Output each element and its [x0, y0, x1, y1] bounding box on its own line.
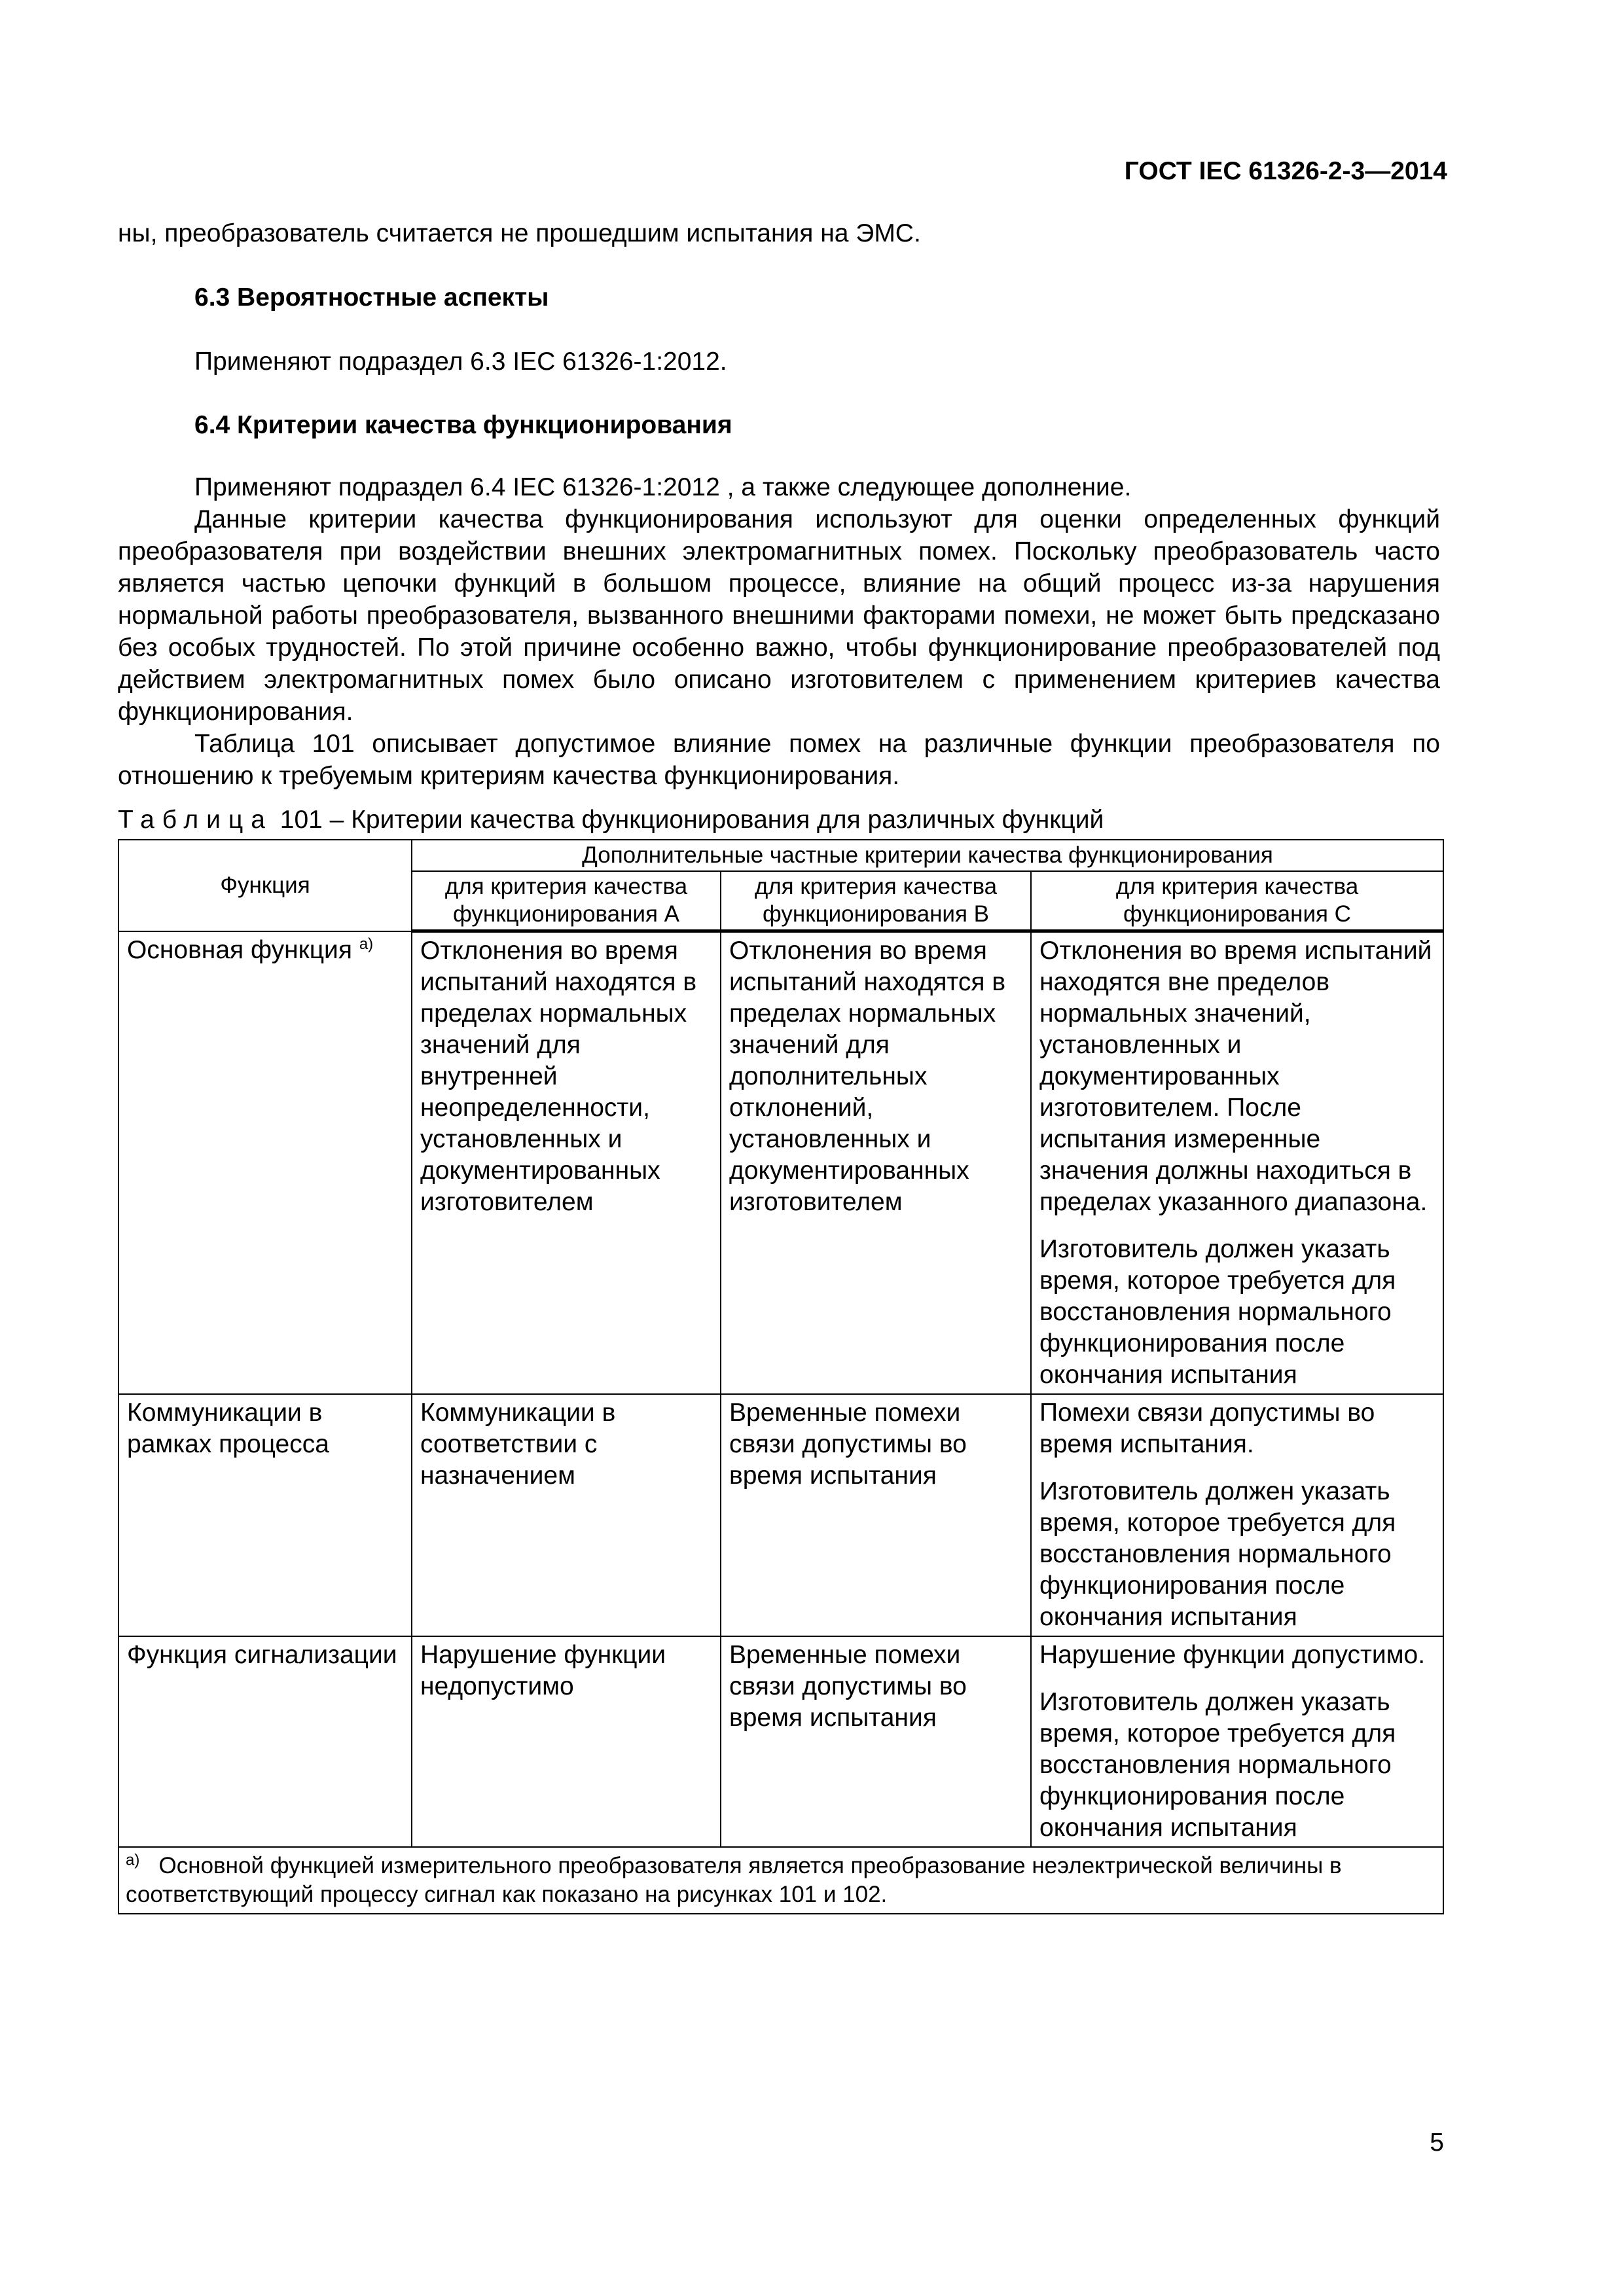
section-6-4-title: 6.4 Критерии качества функционирования: [194, 411, 732, 439]
cell-criterion-a: Отклонения во время испытаний находятся в пределах нормальных значений для внутренней неопределенности, установленных и документированных изготовителем: [412, 931, 721, 1395]
cell-criterion-a: Коммуникации в соответствии с назначением: [412, 1394, 721, 1636]
section-6-4-paragraph-3: Таблица 101 описывает допустимое влияние помех на различные функции преобразователя по отношению к требуемым критериям качества функционирования.: [118, 730, 1440, 790]
cell-criterion-c: [1031, 931, 1443, 1395]
criteria-table: [118, 839, 1444, 1914]
cell-function: Функция сигнализации: [118, 1636, 412, 1847]
cell-criterion-b: Отклонения во время испытаний находятся в пределах нормальных значений для дополнительных отклонений, установленных и документированных изготовителем: [721, 931, 1031, 1395]
footnote-ref: а): [359, 935, 374, 953]
table-row: [118, 1394, 1443, 1636]
header-criterion-a: для критерия качества функционирования А: [412, 871, 721, 931]
cell-criterion-c: [1031, 1394, 1443, 1636]
table-footnote-row: [118, 1847, 1443, 1914]
section-6-3-title: 6.3 Вероятностные аспекты: [194, 283, 549, 312]
table-row: [118, 1636, 1443, 1847]
criterion-c-note: Изготовитель должен указать время, которое требуется для восстановления нормального функционирования после окончания испытания: [1039, 1235, 1396, 1389]
table-header-row: [118, 840, 1443, 871]
section-6-4-paragraph-1: Применяют подраздел 6.4 IEC 61326-1:2012 , а также следующее дополнение.: [194, 473, 1132, 501]
table-caption: [118, 804, 1104, 836]
cell-criterion-b: Временные помехи связи допустимы во время испытания: [721, 1636, 1031, 1847]
cell-criterion-b: Временные помехи связи допустимы во время испытания: [721, 1394, 1031, 1636]
header-criterion-b: для критерия качества функционирования В: [721, 871, 1031, 931]
table-caption-title: 101 – Критерии качества функционирования для различных функций: [272, 806, 1104, 834]
criterion-c-note: Изготовитель должен указать время, которое требуется для восстановления нормального функционирования после окончания испытания: [1039, 1477, 1396, 1631]
table-row: [118, 931, 1443, 1395]
page-number: 5: [1430, 2128, 1444, 2157]
table-caption-prefix: Таблица: [118, 806, 273, 834]
cell-function: [118, 931, 412, 1395]
continuation-paragraph: ны, преобразователь считается не прошедшим испытания на ЭМС.: [118, 219, 921, 247]
function-name: Основная функция: [127, 935, 352, 964]
section-6-4-paragraph-2: Данные критерии качества функционирования используют для оценки определенных функций преобразователя при воздействии внешних электромагнитных помех. Поскольку преобразователь часто является частью цепочки функций в большом процессе, влияние на общий процесс из-за нарушения нормальной работы преобразователя, вызванного внешними факторами помехи, не может быть предсказано без особых трудностей. По этой причине особенно важно, чтобы функционирование преобразователей под действием электромагнитных помех было описано изготовителем с применением критериев качества функционирования.: [118, 505, 1440, 726]
header-criteria-group: Дополнительные частные критерии качества функционирования: [412, 840, 1443, 871]
section-6-3-text: Применяют подраздел 6.3 IEC 61326-1:2012.: [194, 348, 727, 376]
section-6-4-body: [118, 471, 1440, 792]
criterion-c-text: Отклонения во время испытаний находятся вне пределов нормальных значений, установленных и документированных изготовителем. После испытания измеренные значения должны находиться в пределах указанного диапазона.: [1039, 937, 1432, 1216]
cell-criterion-a: Нарушение функции недопустимо: [412, 1636, 721, 1847]
header-function: Функция: [118, 840, 412, 931]
document-header: ГОСТ IEC 61326-2-3—2014: [1124, 157, 1447, 185]
cell-function: Коммуникации в рамках процесса: [118, 1394, 412, 1636]
footnote-text: Основной функцией измерительного преобразователя является преобразование неэлектрической величины в соответствующий процессу сигнал как показано на рисунках 101 и 102.: [126, 1853, 1342, 1907]
criterion-c-text: Нарушение функции допустимо.: [1039, 1641, 1426, 1669]
criterion-c-text: Помехи связи допустимы во время испытания.: [1039, 1399, 1375, 1458]
header-criterion-c: для критерия качества функционирования С: [1031, 871, 1443, 931]
cell-criterion-c: [1031, 1636, 1443, 1847]
table-footnote: [118, 1847, 1443, 1914]
footnote-mark: а): [126, 1851, 140, 1869]
criterion-c-note: Изготовитель должен указать время, которое требуется для восстановления нормального функционирования после окончания испытания: [1039, 1688, 1396, 1842]
